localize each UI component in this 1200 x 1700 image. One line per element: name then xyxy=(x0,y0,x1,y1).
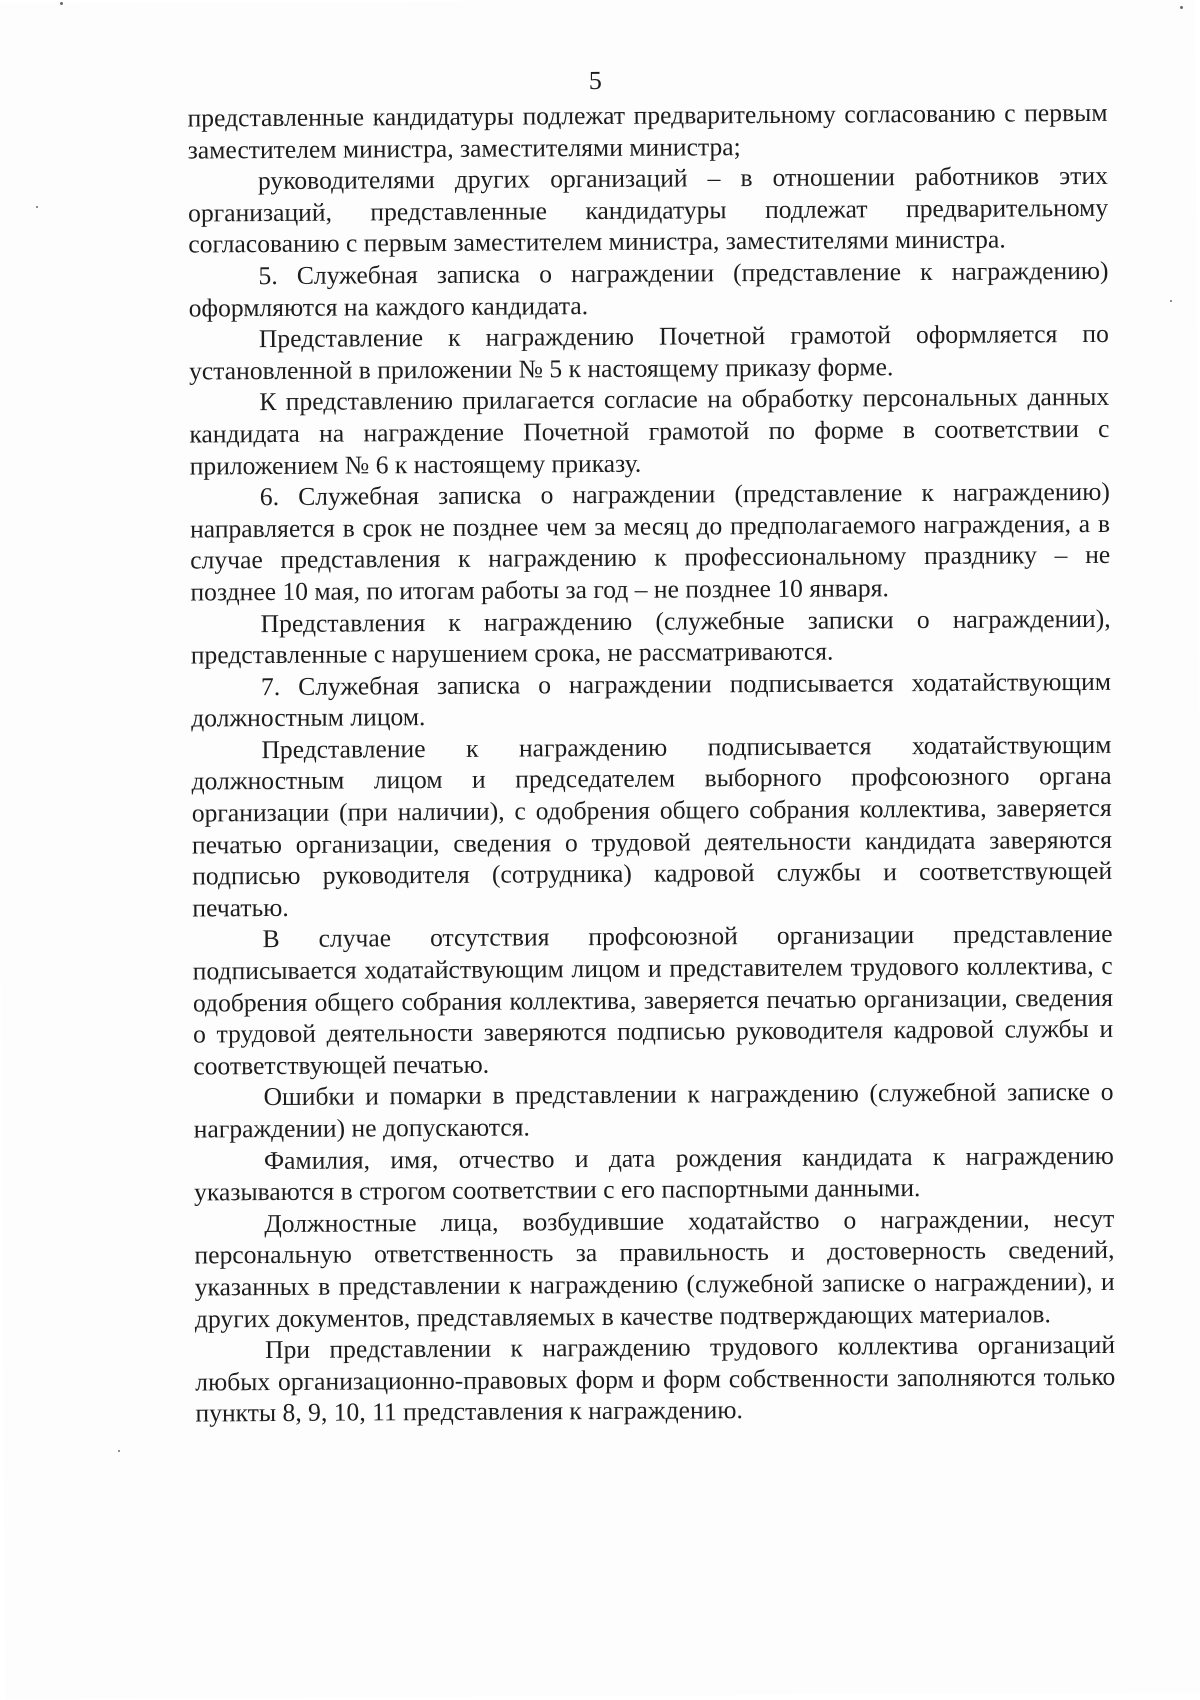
paragraph-item-7: 7. Служебная записка о награждении подписывается ходатайствующим должностным лицом. xyxy=(191,666,1112,733)
paragraph: Фамилия, имя, отчество и дата рождения кандидата к награждению указываются в строгом соответствии с его паспортными данными. xyxy=(194,1140,1114,1207)
scan-speck xyxy=(60,2,63,5)
paragraph: Должностные лица, возбудившие ходатайство о награждении, несут персональную ответственность за правильность и достоверность сведений, указанных в представлении к награждению (служебной записке о награждении), и других документов, представляемых в качестве подтверждающих материалов. xyxy=(194,1203,1115,1334)
paragraph: Представление к награждению Почетной грамотой оформляется по установленной в приложении № 5 к настоящему приказу форме. xyxy=(188,319,1109,386)
paragraph: представленные кандидатуры подлежат предварительному согласованию с первым заместителем министра, заместителями министра; xyxy=(187,97,1108,165)
paragraph: К представлению прилагается согласие на обработку персональных данных кандидата на награждение Почетной грамотой по форме в соответствии с приложением № 6 к настоящему приказу. xyxy=(189,382,1110,481)
paragraph: При представлении к награждению трудового коллектива организаций любых организационно-правовых форм и форм собственности заполняются только пункты 8, 9, 10, 11 представления к награждению. xyxy=(195,1330,1116,1428)
scan-speck xyxy=(36,206,38,208)
paragraph-item-6: 6. Служебная записка о награждении (представление к награждению) направляется в срок не позднее чем за месяц до предполагаемого награждения, а в случае представления к награждению к профессиональному празднику – не позднее 10 мая, по итогам работы за год – не позднее 10 января. xyxy=(189,477,1111,607)
scan-speck xyxy=(118,1450,120,1452)
paragraph: В случае отсутствия профсоюзной организации представление подписывается ходатайствующим лицом и представителем трудового коллектива, с одобрения общего собрания коллектива, заверяется печатью организации, сведения о трудовой деятельности заверяются подписью руководителя кадровой службы и соответствующей печатью. xyxy=(192,919,1114,1081)
scan-speck xyxy=(1170,300,1172,302)
page-number: 5 xyxy=(588,65,602,96)
paragraph-item-5: 5. Служебная записка о награждении (представление к награждению) оформляются на каждого кандидата. xyxy=(188,255,1109,323)
paragraph: Представление к награждению подписывается ходатайствующим должностным лицом и председателем выборного профсоюзного органа организации (при наличии), с одобрения общего собрания коллектива, заверяется печатью организации, сведения о трудовой деятельности кандидата заверяются подписью руководителя (сотрудника) кадровой службы и соответствующей печатью. xyxy=(191,729,1113,923)
paragraph: руководителями других организаций – в отношении работников этих организаций, представленные кандидатуры подлежат предварительному согласованию с первым заместителем министра, заместителями министра. xyxy=(188,161,1109,259)
document-body xyxy=(187,97,1115,1430)
paragraph: Представления к награждению (служебные записки о награждении), представленные с нарушением срока, не рассматриваются. xyxy=(190,603,1111,670)
scan-speck xyxy=(1180,6,1183,9)
paragraph: Ошибки и помарки в представлении к награждению (служебной записке о награждении) не допускаются. xyxy=(193,1077,1114,1144)
